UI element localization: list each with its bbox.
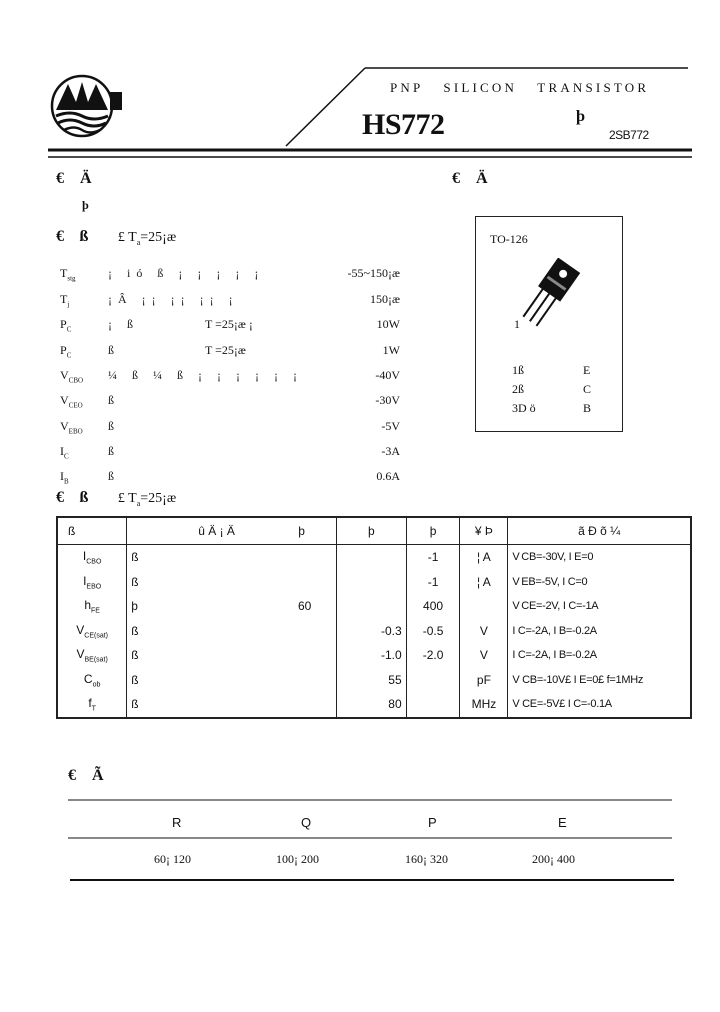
param-label: ¡ ß [108, 317, 139, 331]
abs-max-condition-rest: =25¡æ [140, 230, 177, 245]
electrical-characteristics-table [56, 516, 692, 719]
max-cell: -1 [406, 570, 460, 595]
rank-range: 200¡ 400 [532, 852, 575, 866]
param-value: -40V [375, 368, 400, 382]
param-symbol [60, 393, 83, 409]
min-value: 60 [297, 599, 312, 614]
abs-max-heading-glyph: ß [79, 228, 89, 245]
rank-label: P [428, 815, 437, 830]
condition-cell: I C=-2A, I B=-0.2A [508, 619, 691, 644]
symbol-sub: stg [67, 274, 76, 283]
max-cell: -2.0 [406, 643, 460, 668]
abs-max-row [60, 266, 420, 284]
symbol-letter: I [60, 469, 64, 483]
param-value: 10W [376, 317, 400, 331]
bullet-mark: € [56, 489, 64, 506]
param-cell [127, 692, 337, 718]
param-value: -55~150¡æ [347, 266, 400, 280]
table-header-row [57, 517, 691, 545]
header-cell: ß [57, 517, 127, 545]
symbol-letter: V [60, 419, 69, 433]
param-value: 0.6A [376, 469, 400, 483]
param-symbol [60, 317, 71, 333]
param-value: -5V [381, 419, 400, 433]
symbol-letter: C [83, 671, 93, 686]
pin-number: 1 [512, 363, 518, 377]
header-cell: þ [406, 517, 460, 545]
typ-cell [336, 570, 406, 595]
header-cell-text: þ [298, 524, 305, 538]
symbol-sub: j [67, 300, 70, 309]
bullet-mark: € [56, 228, 64, 245]
header-cell: ¥ Þ [460, 517, 508, 545]
symbol-letter: V [60, 393, 69, 407]
pin-row [512, 363, 524, 378]
typ-cell: -0.3 [336, 619, 406, 644]
symbol-cell [57, 545, 127, 570]
header-cell: ã Ð õ ¼ [508, 517, 691, 545]
pin-label: C [583, 382, 592, 396]
abs-max-row [60, 368, 420, 386]
unit-cell [460, 594, 508, 619]
features-sub: þ [82, 198, 89, 212]
max-cell: -1 [406, 545, 460, 570]
condition-cell: I C=-2A, I B=-0.2A [508, 643, 691, 668]
typ-cell: -1.0 [336, 643, 406, 668]
ec-condition-sub: a [136, 498, 141, 508]
param-cell [127, 545, 337, 570]
rank-range: 60¡ 120 [154, 852, 191, 866]
symbol-cell [57, 570, 127, 595]
table-row [57, 594, 691, 619]
param-symbol [60, 419, 83, 435]
param-value: 150¡æ [370, 292, 400, 306]
outline-heading-glyph: Ä [476, 170, 488, 187]
abs-max-row [60, 444, 420, 462]
param-label: ¼ ß ¼ ß ¡ ¡ ¡ ¡ ¡ ¡ [108, 368, 303, 382]
abs-max-condition-sub: a [136, 237, 141, 247]
abs-max-row [60, 419, 420, 437]
rank-range: 160¡ 320 [405, 852, 448, 866]
param-symbol [60, 469, 69, 485]
symbol-letter: V [60, 368, 69, 382]
abs-max-row [60, 393, 420, 411]
symbol-sub: FE [91, 607, 100, 615]
param-cell [127, 570, 337, 595]
param-condition: T =25¡æ [205, 343, 246, 357]
param-label: ß [108, 343, 120, 357]
classification-heading-glyph: Ã [92, 767, 104, 784]
typ-cell [336, 545, 406, 570]
pin-number: 2 [512, 382, 518, 396]
param-mark: ß [131, 697, 139, 712]
pin-row [512, 382, 524, 397]
unit-cell: pF [460, 668, 508, 693]
symbol-sub: BE(sat) [84, 656, 108, 664]
bullet-mark: € [452, 170, 460, 187]
package-name: TO-126 [490, 232, 528, 246]
condition-cell: V EB=-5V, I C=0 [508, 570, 691, 595]
symbol-letter: P [60, 317, 67, 331]
symbol-cell [57, 594, 127, 619]
param-value: -3A [381, 444, 400, 458]
rank-label: E [558, 815, 567, 830]
pin-glyph: ß [518, 363, 524, 377]
rank-range: 100¡ 200 [276, 852, 319, 866]
classification-heading [68, 767, 104, 785]
table-row [57, 668, 691, 693]
condition-cell: V CE=-2V, I C=-1A [508, 594, 691, 619]
param-label: ¡Â ¡¡ ¡¡ ¡¡ ¡ [108, 292, 239, 306]
pin-number: 3 [512, 401, 518, 415]
header-cell: þ [336, 517, 406, 545]
pin-label: E [583, 363, 591, 377]
symbol-cell [57, 643, 127, 668]
symbol-letter: I [82, 549, 87, 564]
symbol-sub: T [91, 705, 96, 713]
condition-cell: V CE=-5V£ I C=-0.1A [508, 692, 691, 718]
param-symbol [60, 444, 69, 460]
features-heading-glyph: Ä [80, 170, 92, 187]
param-label: ß [108, 419, 120, 433]
symbol-sub: ob [92, 680, 101, 688]
symbol-sub: C [66, 351, 72, 360]
symbol-sub: CBO [86, 558, 102, 566]
pin-label: B [583, 401, 592, 415]
symbol-sub: EBO [86, 582, 102, 590]
param-mark: ß [131, 574, 139, 589]
abs-max-heading [56, 228, 176, 247]
outline-heading [452, 170, 488, 188]
table-row [57, 545, 691, 570]
typ-cell [336, 594, 406, 619]
max-cell [406, 668, 460, 693]
symbol-sub: B [64, 477, 69, 486]
symbol-cell [57, 668, 127, 693]
ec-heading [56, 489, 176, 508]
param-condition: T =25¡æ ¡ [205, 317, 253, 331]
ec-condition: £ T [117, 491, 137, 506]
symbol-letter: V [76, 647, 85, 662]
table-row [57, 643, 691, 668]
table-row [57, 692, 691, 718]
table-row [57, 570, 691, 595]
symbol-cell [57, 619, 127, 644]
symbol-sub: CEO [68, 401, 83, 410]
symbol-sub: EBO [68, 427, 83, 436]
param-mark: ß [131, 648, 139, 663]
param-cell [127, 594, 337, 619]
unit-cell: V [460, 619, 508, 644]
pin-row [512, 401, 536, 416]
typ-cell: 80 [336, 692, 406, 718]
abs-max-row [60, 317, 420, 335]
abs-max-condition: £ T [117, 230, 137, 245]
symbol-letter: T [60, 266, 68, 280]
param-mark: ß [131, 623, 139, 638]
abs-max-row [60, 292, 420, 310]
part-number: HS772 [362, 108, 445, 141]
condition-cell: V CB=-30V, I E=0 [508, 545, 691, 570]
header-cell [127, 517, 337, 545]
param-symbol [60, 343, 71, 359]
param-label: ¡ ió ß ¡ ¡ ¡ ¡ ¡ [108, 266, 265, 280]
symbol-sub: CBO [68, 376, 84, 385]
typ-cell: 55 [336, 668, 406, 693]
param-cell [127, 668, 337, 693]
param-cell [127, 643, 337, 668]
symbol-letter: V [76, 622, 85, 637]
features-heading [56, 170, 92, 188]
bullet-mark: € [56, 170, 64, 187]
pin-glyph: ß [518, 382, 524, 396]
device-type-subtitle: PNP SILICON TRANSISTOR [390, 80, 650, 95]
symbol-letter: I [60, 444, 64, 458]
classification-rules [0, 790, 720, 890]
ec-condition-rest: =25¡æ [140, 491, 177, 506]
param-mark: þ [131, 599, 138, 614]
param-symbol [60, 368, 83, 384]
abs-max-row [60, 469, 420, 487]
unit-cell: V [460, 643, 508, 668]
symbol-letter: I [83, 573, 87, 588]
param-value: -30V [375, 393, 400, 407]
unit-cell: MHz [460, 692, 508, 718]
symbol-letter: f [88, 696, 92, 711]
condition-cell: V CB=-10V£ I E=0£ f=1MHz [508, 668, 691, 693]
svg-text:1: 1 [514, 317, 520, 331]
param-value: 1W [382, 343, 400, 357]
rank-label: Q [301, 815, 312, 830]
param-mark: ß [131, 550, 139, 565]
param-symbol [60, 292, 69, 308]
param-label: ß [108, 444, 120, 458]
symbol-sub: C [66, 325, 72, 334]
unit-cell: ¦ A [460, 570, 508, 595]
param-label: ß [108, 469, 120, 483]
symbol-sub: C [64, 452, 69, 461]
param-label: ß [108, 393, 120, 407]
param-mark: ß [131, 672, 139, 687]
ec-heading-glyph: ß [79, 489, 89, 506]
symbol-letter: P [60, 343, 67, 357]
symbol-letter: T [60, 292, 68, 306]
bullet-mark: € [68, 767, 76, 784]
header-cell-text: û Ä ¡ Ä [198, 524, 235, 538]
symbol-sub: CE(sat) [84, 631, 109, 639]
param-cell [127, 619, 337, 644]
max-cell: -0.5 [406, 619, 460, 644]
param-symbol [60, 266, 76, 282]
unit-cell: ¦ A [460, 545, 508, 570]
symbol-letter: h [84, 598, 92, 613]
max-cell [406, 692, 460, 718]
symbol-cell [57, 692, 127, 718]
to126-package-icon [512, 258, 582, 334]
table-row [57, 619, 691, 644]
pin-glyph: D ö [518, 401, 536, 415]
header-glyph: þ [576, 108, 585, 125]
max-cell: 400 [406, 594, 460, 619]
equivalent-part-number: 2SB772 [609, 128, 649, 142]
abs-max-row [60, 343, 420, 361]
rank-label: R [172, 815, 182, 830]
